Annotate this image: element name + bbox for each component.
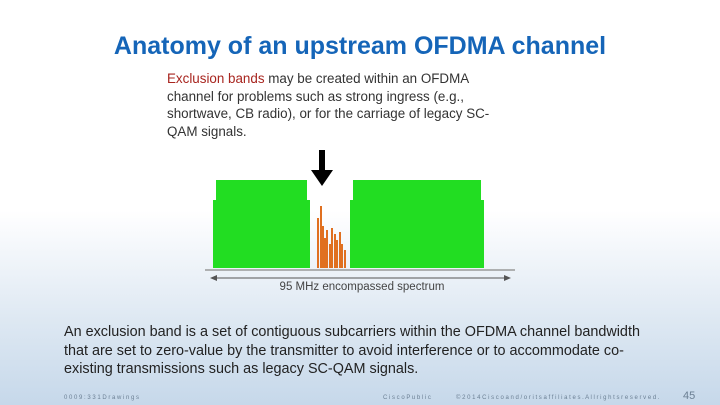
footer-drawing-id: 0 0 0 9 : 3 3 1 D r a w i n g s: [64, 395, 140, 401]
encompassed-spectrum-label: 95 MHz encompassed spectrum: [279, 281, 445, 293]
footer-copyright: © 2 0 1 4 C i s c o a n d / o r i t s a f f i l i a t e s . A l l r i g h t s r e s e r v e d .: [456, 395, 660, 401]
footer-classification: C i s c o P u b l i c: [383, 395, 431, 401]
definition-text: An exclusion band is a set of contiguous subcarriers within the OFDMA channel bandwidth that are set to zero-value by the transmitter to avoid interference or to accommodate co-existing transmissions such as legacy SC-QAM signals.: [64, 324, 640, 377]
ofdma-block-right: [350, 180, 484, 268]
intro-text: [167, 70, 497, 140]
ofdma-block-left: [213, 180, 310, 268]
ingress-spikes: [317, 206, 346, 268]
page-number: 45: [683, 390, 696, 402]
exclusion-bands-highlight: Exclusion bands: [167, 71, 265, 86]
slide-title: Anatomy of an upstream OFDMA channel: [113, 32, 607, 60]
intro-rest: may be created within an OFDMA channel for problems such as strong ingress (e.g., shortwave, CB radio), or for the carriage of legacy SC-QAM signals.: [167, 71, 490, 139]
spectrum-diagram: [205, 178, 520, 298]
